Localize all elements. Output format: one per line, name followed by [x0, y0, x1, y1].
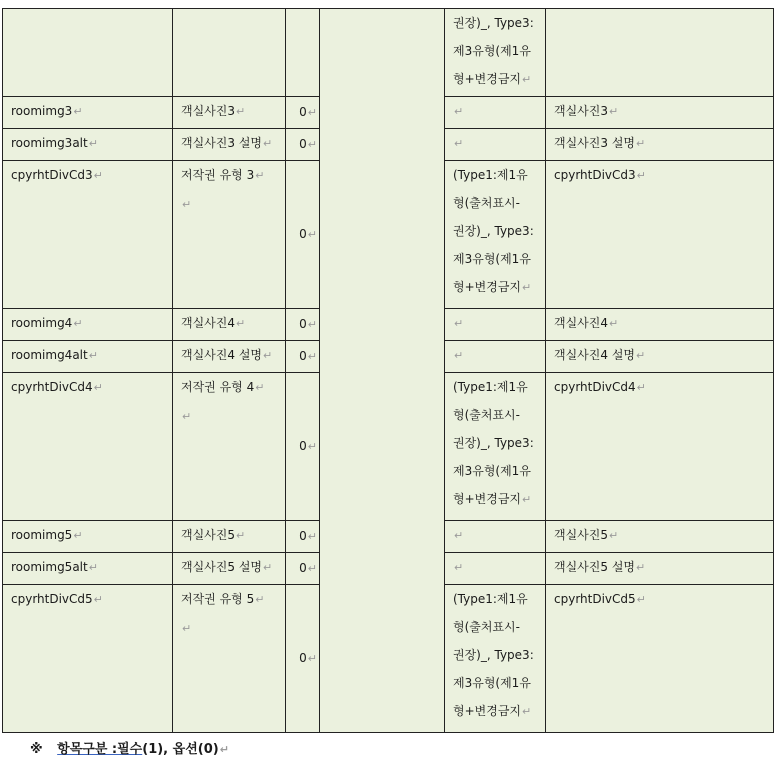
cell-blank-merged [320, 9, 445, 733]
desc-text: 형+변경금지 [453, 492, 522, 506]
cell-name [3, 341, 173, 373]
desc-line [453, 245, 545, 273]
cell-desc [445, 129, 546, 161]
desc-line [453, 485, 545, 514]
desc-text: 권장)_, Type3: [453, 648, 534, 662]
return-mark: ↵ [182, 410, 192, 423]
field-label: 객실사진3 설명 [181, 136, 263, 150]
desc-line [453, 373, 545, 401]
field-required: 0 [299, 651, 307, 665]
field-spec-table [2, 8, 774, 733]
field-label: 객실사진5 설명 [181, 560, 263, 574]
return-mark: ↵ [236, 105, 246, 118]
return-mark: ↵ [636, 561, 646, 574]
empty-para [181, 402, 285, 431]
field-name: roomimg5 [11, 528, 73, 542]
cell-req [286, 309, 320, 341]
field-sample: 객실사진4 설명 [554, 348, 636, 362]
cell-sample [546, 585, 774, 733]
cell-name [3, 553, 173, 585]
field-sample: cpyrhtDivCd4 [554, 380, 636, 394]
desc-text: (Type1:제1유 [453, 380, 528, 394]
cell-sample [546, 309, 774, 341]
table-row-top [3, 9, 774, 97]
return-mark: ↵ [307, 318, 317, 331]
field-name: roomimg4 [11, 316, 73, 330]
cell-req [286, 341, 320, 373]
desc-line [453, 189, 545, 217]
field-name: roomimg3alt [11, 136, 88, 150]
field-name: roomimg4alt [11, 348, 88, 362]
return-mark: ↵ [454, 105, 464, 118]
cell-sample [546, 97, 774, 129]
cell-req [286, 373, 320, 521]
return-mark: ↵ [454, 349, 464, 362]
return-mark: ↵ [522, 705, 532, 718]
field-label: 저작권 유형 4 [181, 380, 255, 394]
field-required: 0 [299, 439, 307, 453]
desc-line [453, 585, 545, 613]
cell-name [3, 97, 173, 129]
desc-text: 권장)_, Type3: [453, 436, 534, 450]
cell-name [3, 161, 173, 309]
return-mark: ↵ [609, 529, 619, 542]
return-mark: ↵ [454, 137, 464, 150]
desc-text: 제3유형(제1유 [453, 676, 531, 690]
cell-desc [445, 161, 546, 309]
cell-desc [445, 553, 546, 585]
desc-text: 형(출처표시- [453, 196, 520, 210]
note-rest-text: (1), 옵션(0) [142, 742, 219, 757]
return-mark: ↵ [307, 562, 317, 575]
field-label: 객실사진4 설명 [181, 348, 263, 362]
cell-desc [445, 373, 546, 521]
return-mark: ↵ [522, 281, 532, 294]
return-mark: ↵ [609, 317, 619, 330]
cell-label [173, 585, 286, 733]
desc-line [453, 429, 545, 457]
empty-para [181, 190, 285, 219]
field-label: 저작권 유형 5 [181, 592, 255, 606]
field-name: roomimg5alt [11, 560, 88, 574]
cell-desc [445, 341, 546, 373]
return-mark: ↵ [88, 349, 98, 362]
empty-para [181, 614, 285, 643]
field-sample: 객실사진5 설명 [554, 560, 636, 574]
return-mark: ↵ [636, 169, 646, 182]
return-mark: ↵ [454, 529, 464, 542]
field-name: cpyrhtDivCd5 [11, 592, 93, 606]
return-mark: ↵ [636, 137, 646, 150]
cell-desc [445, 309, 546, 341]
field-label: 객실사진3 [181, 104, 236, 118]
cell-name [3, 585, 173, 733]
cell-req [286, 553, 320, 585]
cell-label [173, 373, 286, 521]
cell-label [173, 9, 286, 97]
cell-label [173, 341, 286, 373]
desc-line [453, 641, 545, 669]
field-label: 객실사진4 [181, 316, 236, 330]
desc-text: 권장)_, Type3: [453, 16, 534, 30]
return-mark: ↵ [307, 530, 317, 543]
return-mark: ↵ [636, 593, 646, 606]
return-mark: ↵ [609, 105, 619, 118]
return-mark: ↵ [88, 561, 98, 574]
field-required: 0 [299, 561, 307, 575]
return-mark: ↵ [219, 743, 229, 756]
desc-text: 형(출처표시- [453, 620, 520, 634]
cell-req [286, 161, 320, 309]
desc-line [453, 9, 545, 37]
desc-line [453, 697, 545, 726]
note-mark: ※ [30, 742, 43, 757]
cell-label [173, 553, 286, 585]
cell-sample [546, 553, 774, 585]
return-mark: ↵ [454, 561, 464, 574]
return-mark: ↵ [307, 350, 317, 363]
cell-name [3, 521, 173, 553]
desc-text: 제3유형(제1유 [453, 252, 531, 266]
cell-sample [546, 161, 774, 309]
cell-label [173, 521, 286, 553]
return-mark: ↵ [88, 137, 98, 150]
desc-line [453, 217, 545, 245]
return-mark: ↵ [93, 593, 103, 606]
desc-text: 권장)_, Type3: [453, 224, 534, 238]
cell-label [173, 97, 286, 129]
desc-line [453, 457, 545, 485]
field-sample: cpyrhtDivCd3 [554, 168, 636, 182]
cell-desc [445, 585, 546, 733]
cell-name [3, 309, 173, 341]
cell-desc [445, 9, 546, 97]
desc-line [453, 37, 545, 65]
field-label: 객실사진5 [181, 528, 236, 542]
field-sample: cpyrhtDivCd5 [554, 592, 636, 606]
field-name: cpyrhtDivCd3 [11, 168, 93, 182]
desc-text: 형+변경금지 [453, 72, 522, 86]
desc-text: 형+변경금지 [453, 704, 522, 718]
field-sample: 객실사진3 설명 [554, 136, 636, 150]
return-mark: ↵ [522, 73, 532, 86]
cell-desc [445, 521, 546, 553]
return-mark: ↵ [307, 228, 317, 241]
cell-name [3, 373, 173, 521]
return-mark: ↵ [307, 652, 317, 665]
return-mark: ↵ [307, 440, 317, 453]
return-mark: ↵ [307, 106, 317, 119]
cell-name [3, 129, 173, 161]
return-mark: ↵ [93, 169, 103, 182]
desc-line [453, 65, 545, 94]
return-mark: ↵ [307, 138, 317, 151]
return-mark: ↵ [73, 529, 83, 542]
desc-text: 형(출처표시- [453, 408, 520, 422]
cell-label [173, 129, 286, 161]
return-mark: ↵ [263, 137, 273, 150]
cell-sample [546, 9, 774, 97]
field-sample: 객실사진5 [554, 528, 609, 542]
desc-text: (Type1:제1유 [453, 168, 528, 182]
desc-line [453, 401, 545, 429]
field-required: 0 [299, 227, 307, 241]
desc-line [453, 669, 545, 697]
return-mark: ↵ [73, 317, 83, 330]
cell-name [3, 9, 173, 97]
desc-text: (Type1:제1유 [453, 592, 528, 606]
desc-line [453, 613, 545, 641]
cell-sample [546, 341, 774, 373]
return-mark: ↵ [263, 561, 273, 574]
field-required: 0 [299, 349, 307, 363]
cell-req [286, 521, 320, 553]
cell-req [286, 9, 320, 97]
return-mark: ↵ [93, 381, 103, 394]
return-mark: ↵ [522, 493, 532, 506]
return-mark: ↵ [636, 381, 646, 394]
field-label: 저작권 유형 3 [181, 168, 255, 182]
cell-label [173, 309, 286, 341]
return-mark: ↵ [636, 349, 646, 362]
return-mark: ↵ [73, 105, 83, 118]
return-mark: ↵ [182, 622, 192, 635]
cell-sample [546, 373, 774, 521]
return-mark: ↵ [454, 317, 464, 330]
return-mark: ↵ [255, 169, 265, 182]
cell-desc [445, 97, 546, 129]
return-mark: ↵ [255, 593, 265, 606]
return-mark: ↵ [263, 349, 273, 362]
desc-line [453, 273, 545, 302]
field-name: roomimg3 [11, 104, 73, 118]
field-sample: 객실사진3 [554, 104, 609, 118]
cell-req [286, 97, 320, 129]
desc-text: 제3유형(제1유 [453, 464, 531, 478]
field-sample: 객실사진4 [554, 316, 609, 330]
field-required: 0 [299, 105, 307, 119]
desc-text: 제3유형(제1유 [453, 44, 531, 58]
field-required: 0 [299, 137, 307, 151]
note-underlined-text: 항목구분 :필수 [57, 742, 143, 757]
return-mark: ↵ [236, 529, 246, 542]
cell-req [286, 129, 320, 161]
return-mark: ↵ [182, 198, 192, 211]
cell-label [173, 161, 286, 309]
return-mark: ↵ [255, 381, 265, 394]
field-required: 0 [299, 317, 307, 331]
footnote [30, 738, 229, 757]
field-name: cpyrhtDivCd4 [11, 380, 93, 394]
return-mark: ↵ [236, 317, 246, 330]
cell-sample [546, 521, 774, 553]
field-required: 0 [299, 529, 307, 543]
desc-text: 형+변경금지 [453, 280, 522, 294]
cell-req [286, 585, 320, 733]
desc-line [453, 161, 545, 189]
cell-sample [546, 129, 774, 161]
